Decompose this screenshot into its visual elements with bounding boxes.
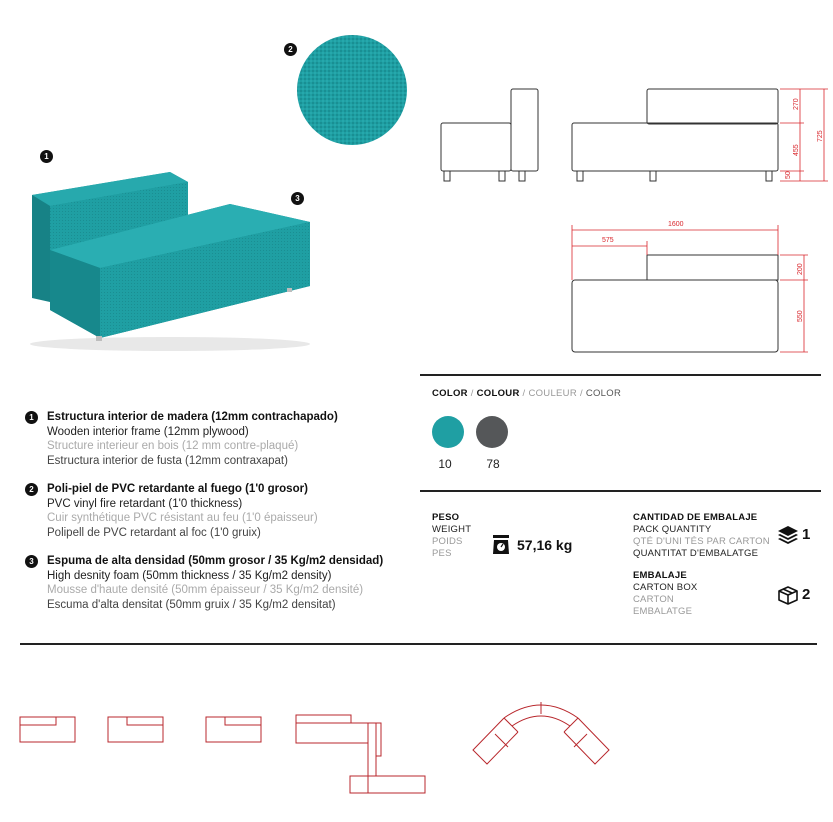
material-number-badge: 2 xyxy=(25,483,38,496)
dim-arm-width: 575 xyxy=(602,237,614,244)
dim-seat-height: 455 xyxy=(793,144,800,156)
material-text-ca: Escuma d'alta densitat (50mm gruix / 35 Kg/m2 densitat) xyxy=(47,598,336,611)
weight-labels: PESO WEIGHT POIDS PES xyxy=(432,512,472,559)
material-text-fr: Mousse d'haute densité (50mm épaisseur / 35 Kg/m2 densité) xyxy=(47,584,364,596)
dim-back-height: 270 xyxy=(793,98,800,110)
material-text-fr: Cuir synthétique PVC résistant au feu (1'0 épaisseur) xyxy=(47,512,318,524)
pack-quantity-labels: CANTIDAD DE EMBALAJE PACK QUANTITY QTÉ D'UNI TÉS PAR CARTON QUANTITAT D'EMBALATGE xyxy=(633,512,770,559)
callout-badge-2: 2 xyxy=(284,43,297,56)
fabric-swatch-closeup xyxy=(296,34,408,146)
callout-badge-1: 1 xyxy=(40,150,53,163)
carton-box-labels: EMBALAJE CARTON BOX CARTON EMBALATGE xyxy=(633,570,698,617)
material-item xyxy=(25,482,395,540)
material-number-badge: 1 xyxy=(25,411,38,424)
dim-seat-depth: 550 xyxy=(797,310,804,322)
material-number-badge: 3 xyxy=(25,555,38,568)
dim-width: 1600 xyxy=(668,221,684,228)
sofa-product-image xyxy=(20,160,320,360)
dim-total-height: 725 xyxy=(817,130,824,142)
dim-back-depth: 200 xyxy=(797,263,804,275)
material-text-es: Espuma de alta densidad (50mm grosor / 35 Kg/m2 densidad) xyxy=(47,555,384,567)
dim-leg-height: 50 xyxy=(785,171,792,179)
weight-value: 57,16 kg xyxy=(517,537,573,553)
layers-icon xyxy=(777,525,799,545)
configuration-diagrams xyxy=(15,690,615,800)
material-item xyxy=(25,410,395,468)
materials-list xyxy=(25,410,395,626)
technical-drawings xyxy=(430,80,830,360)
material-text-en: Wooden interior frame (12mm plywood) xyxy=(47,425,249,438)
color-section-top-rule xyxy=(420,374,821,376)
carton-box-value: 2 xyxy=(802,586,811,603)
material-text-es: Poli-piel de PVC retardante al fuego (1'0 grosor) xyxy=(47,483,308,495)
box-icon xyxy=(777,585,799,605)
color-code-10: 10 xyxy=(438,457,452,471)
material-text-ca: Polipell de PVC retardant al foc (1'0 gruix) xyxy=(47,526,261,539)
color-swatch-78[interactable] xyxy=(476,416,508,448)
material-text-en: PVC vinyl fire retardant (1'0 thickness) xyxy=(47,497,243,510)
callout-badge-3: 3 xyxy=(291,192,304,205)
configurations-top-rule xyxy=(20,643,817,645)
material-text-fr: Structure interieur en bois (12 mm contre-plaqué) xyxy=(47,440,299,452)
pack-quantity-value: 1 xyxy=(802,526,811,543)
material-text-es: Estructura interior de madera (12mm contrachapado) xyxy=(47,411,338,423)
specs-top-rule xyxy=(420,490,821,492)
material-text-ca: Estructura interior de fusta (12mm contraxapat) xyxy=(47,454,288,467)
material-text-en: High desnity foam (50mm thickness / 35 Kg/m2 density) xyxy=(47,569,332,582)
material-item xyxy=(25,554,395,612)
color-section-title: COLOR / COLOUR / COULEUR / COLOR xyxy=(432,388,622,399)
color-code-78: 78 xyxy=(486,457,500,471)
scale-icon xyxy=(492,535,510,555)
color-swatch-10[interactable] xyxy=(432,416,464,448)
